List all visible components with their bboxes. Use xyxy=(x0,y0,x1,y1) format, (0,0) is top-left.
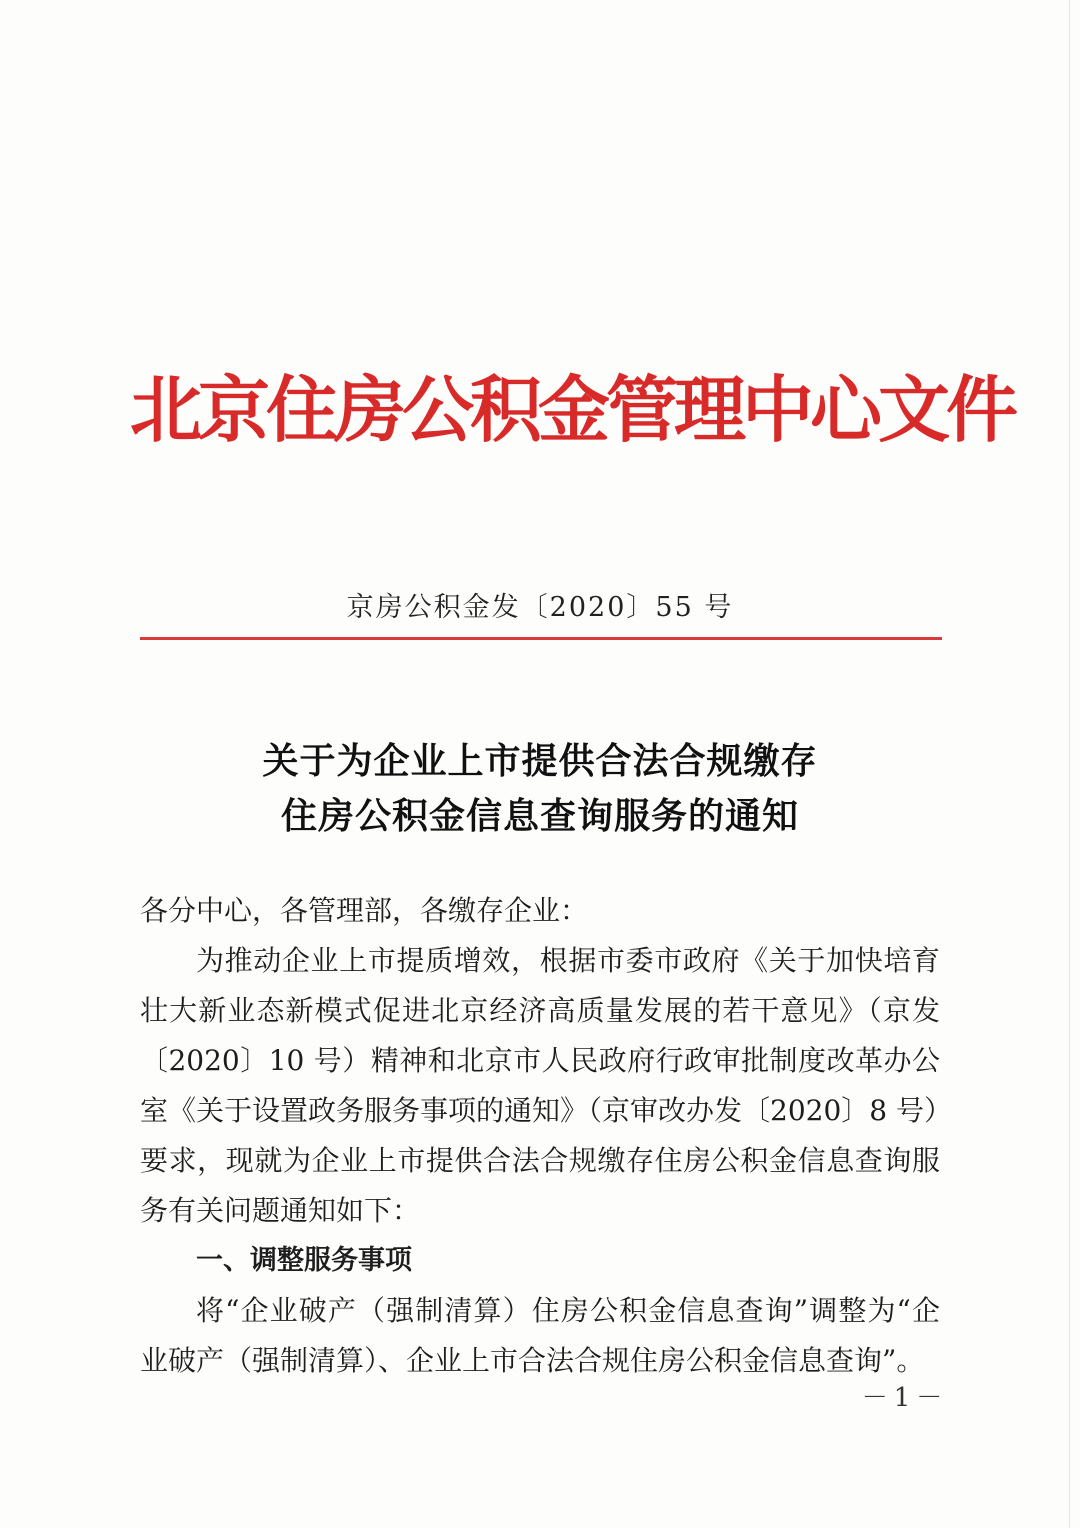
paragraph-2-line: 将“企业破产（强制清算）住房公积金信息查询”调整为“企 xyxy=(196,1294,940,1327)
paragraph-1-line: 〔2020〕10 号）精神和北京市人民政府行政审批制度改革办公 xyxy=(140,1044,940,1077)
notice-title-line-1: 关于为企业上市提供合法合规缴存 xyxy=(262,740,818,782)
notice-title-line-2: 住房公积金信息查询服务的通知 xyxy=(280,795,799,837)
org-header-title: 北京住房公积金管理中心文件 xyxy=(130,367,1015,452)
paragraph-1-line: 要求，现就为企业上市提供合法合规缴存住房公积金信息查询服 xyxy=(140,1144,940,1177)
salutation: 各分中心，各管理部，各缴存企业： xyxy=(140,894,589,927)
notice-body xyxy=(140,886,952,1386)
section-1-heading: 一、调整服务事项 xyxy=(196,1245,412,1276)
paragraph-1-line: 壮大新业态新模式促进北京经济高质量发展的若干意见》（京发 xyxy=(140,994,940,1027)
paragraph-1-line: 为推动企业上市提质增效，根据市委市政府《关于加快培育 xyxy=(196,944,940,977)
page-number: －1－ xyxy=(861,1383,949,1413)
document-number: 京房公积金发〔2020〕55 号 xyxy=(346,592,734,623)
paragraph-1-line: 室《关于设置政务服务事项的通知》（京审改办发〔2020〕8 号） xyxy=(140,1094,952,1127)
paragraph-1-line: 务有关问题通知如下： xyxy=(140,1194,421,1227)
paragraph-2-line: 业破产（强制清算）、企业上市合法合规住房公积金信息查询”。 xyxy=(140,1344,925,1377)
red-separator-line xyxy=(140,637,942,640)
